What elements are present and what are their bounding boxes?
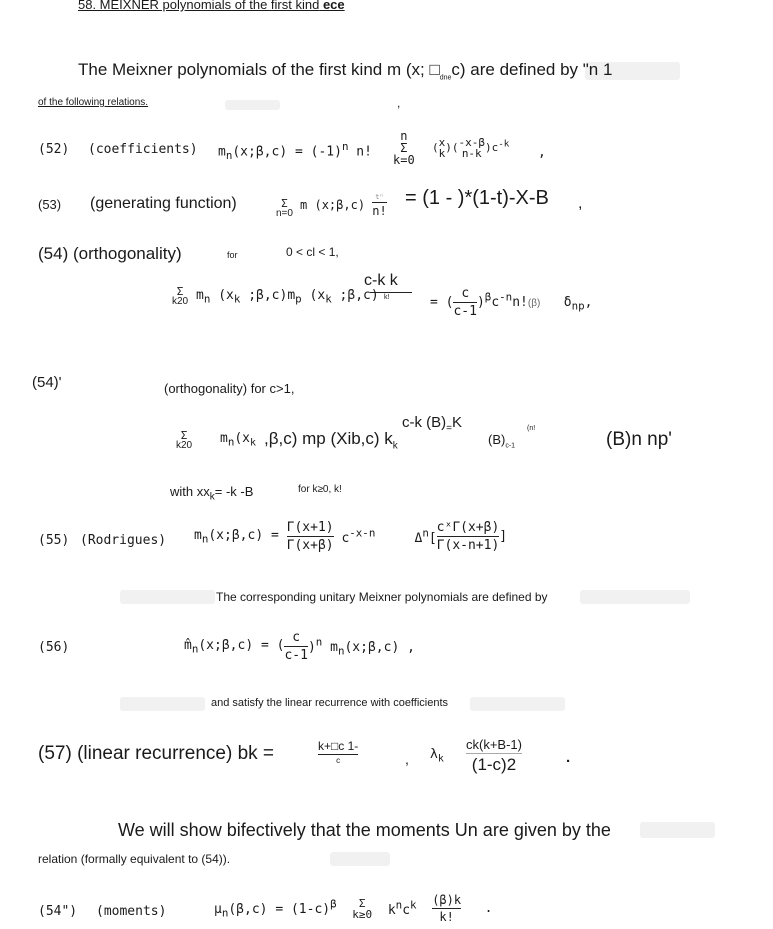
eq53-formula: m (x;β,c) $\frac{\text{tⁿ}}{n!}$ <box>300 193 387 218</box>
eq52-lhs: m <box>218 144 226 160</box>
eq52-number: (52) <box>38 142 70 157</box>
eq55-formula: $m_n(x;\beta,c)$ = $\frac{\Gamma(x+1)}{\Gamma(x+\beta)}$ $c^{-x-n}$ $\Delta^n$[ $\frac{\text{cˣΓ(x+β)}}{\Gamma(x-n+1)}$ ] <box>194 520 508 553</box>
moments-text-line1: We will show bifectively that the moments Un are given by the <box>118 820 611 840</box>
eq52-label: (coefficients) <box>88 142 198 157</box>
intro-sub: dne <box>439 74 452 82</box>
scan-smudge <box>330 852 390 866</box>
eq57-frac1: $\frac{k+□c 1-}{c}$ <box>318 739 359 765</box>
eq54-for: for <box>227 250 238 260</box>
eq56-number: (56) <box>38 640 70 655</box>
scan-smudge <box>580 590 690 604</box>
eq54p-with: with $xx_k= -k$ -B <box>170 484 254 503</box>
eq52-binomials: ( x k )( -x-β n-k )$c^{-k}$ <box>432 136 510 160</box>
eq54-body: $m_n$ ($x_k$ $;\beta,c)m_p$ ($x_k$ ;β,c) <box>196 288 379 306</box>
header-tail: ece <box>322 0 345 12</box>
eq55-label: (Rodrigues) <box>80 533 167 548</box>
intro-line1 <box>78 60 612 81</box>
scan-smudge <box>640 822 715 838</box>
eq54p-label: (orthogonality) for c>1, <box>164 381 295 396</box>
eq53-rhs: = (1 - )*(1-t)-X-B <box>405 187 549 209</box>
eq54-rhs: = ( $\frac{c}{c-1}$ )$^\beta c^{-n}n!(\beta)$ $\delta_{np}$, <box>430 286 593 319</box>
unitary-text: The corresponding unitary Meixner polynomials are defined by <box>216 590 548 604</box>
eq54p-rhs: (B)n np' <box>606 429 672 450</box>
eq57-label: (57) (linear recurrence) bk = <box>38 743 275 764</box>
scan-smudge <box>120 697 205 711</box>
eq54p-body: $m_n(x_k$ <box>220 431 257 449</box>
eq54p-sum: Σ k20 <box>176 429 193 451</box>
intro-text: The Meixner polynomials of the first kind m (x; □ <box>78 60 440 79</box>
eq54p-top: c-k $(B)_=K$ <box>402 414 463 434</box>
eq54p-cond: for k≥0, k! <box>298 484 342 495</box>
scan-smudge <box>470 697 565 711</box>
eq53-label: (generating function) <box>90 195 237 212</box>
scan-smudge <box>225 100 280 110</box>
eq54p-body-rest: ,β,c) mp (Xib,c) $k_k$ <box>264 429 398 452</box>
eq56-formula: $m̂_n(x;\beta,c)$ = ( $\frac{c}{c-1}$ )$^n$ $m_n(x;\beta,c)$ , <box>184 630 415 663</box>
header-title: 58. MEIXNER polynomials of the first kind <box>78 0 320 12</box>
eq54-sum: Σ k20 <box>172 285 189 307</box>
page-header <box>78 0 345 12</box>
eq54-number: (54) (orthogonality) <box>38 244 182 263</box>
eq57-lambda: $\lambda_k$ <box>430 747 444 765</box>
eq57-frac2: $\frac{ck(k+B-1)}{(1-c)2}$ <box>466 737 522 774</box>
eq54p-mid: $(B)_{c-1}$ <box>488 432 516 450</box>
intro-line2: of the following relations. <box>38 97 149 108</box>
eq54pp-label: (moments) <box>96 904 167 919</box>
eq55-number: (55) <box>38 533 70 548</box>
eq52-formula: $m_n(x;\beta,c) = (-1)^n$ n! <box>218 140 372 162</box>
eq54pp-number: (54") <box>38 904 78 919</box>
recurrence-text: and satisfy the linear recurrence with coefficients <box>211 697 449 709</box>
eq54pp-formula: $\mu_n(\beta,c) = (1-c)^\beta$ Σ k≥0 $k^nc^k$ $\frac{(\beta)k}{k!}$ . <box>214 893 493 924</box>
eq52-sum: n Σ k=0 <box>393 129 415 167</box>
eq54-cond: 0 < cl < 1, <box>286 245 339 259</box>
scan-smudge <box>120 590 215 604</box>
eq53-number: (53) <box>38 197 62 212</box>
eq54p-number: (54)' <box>32 374 62 391</box>
eq54-frac-top: c-k k <box>364 272 398 289</box>
eq53-sum: Σ n=0 <box>276 197 293 219</box>
intro-end: c) are defined by "n 1 <box>451 60 613 79</box>
moments-text-line2: relation (formally equivalent to (54)). <box>38 852 231 866</box>
